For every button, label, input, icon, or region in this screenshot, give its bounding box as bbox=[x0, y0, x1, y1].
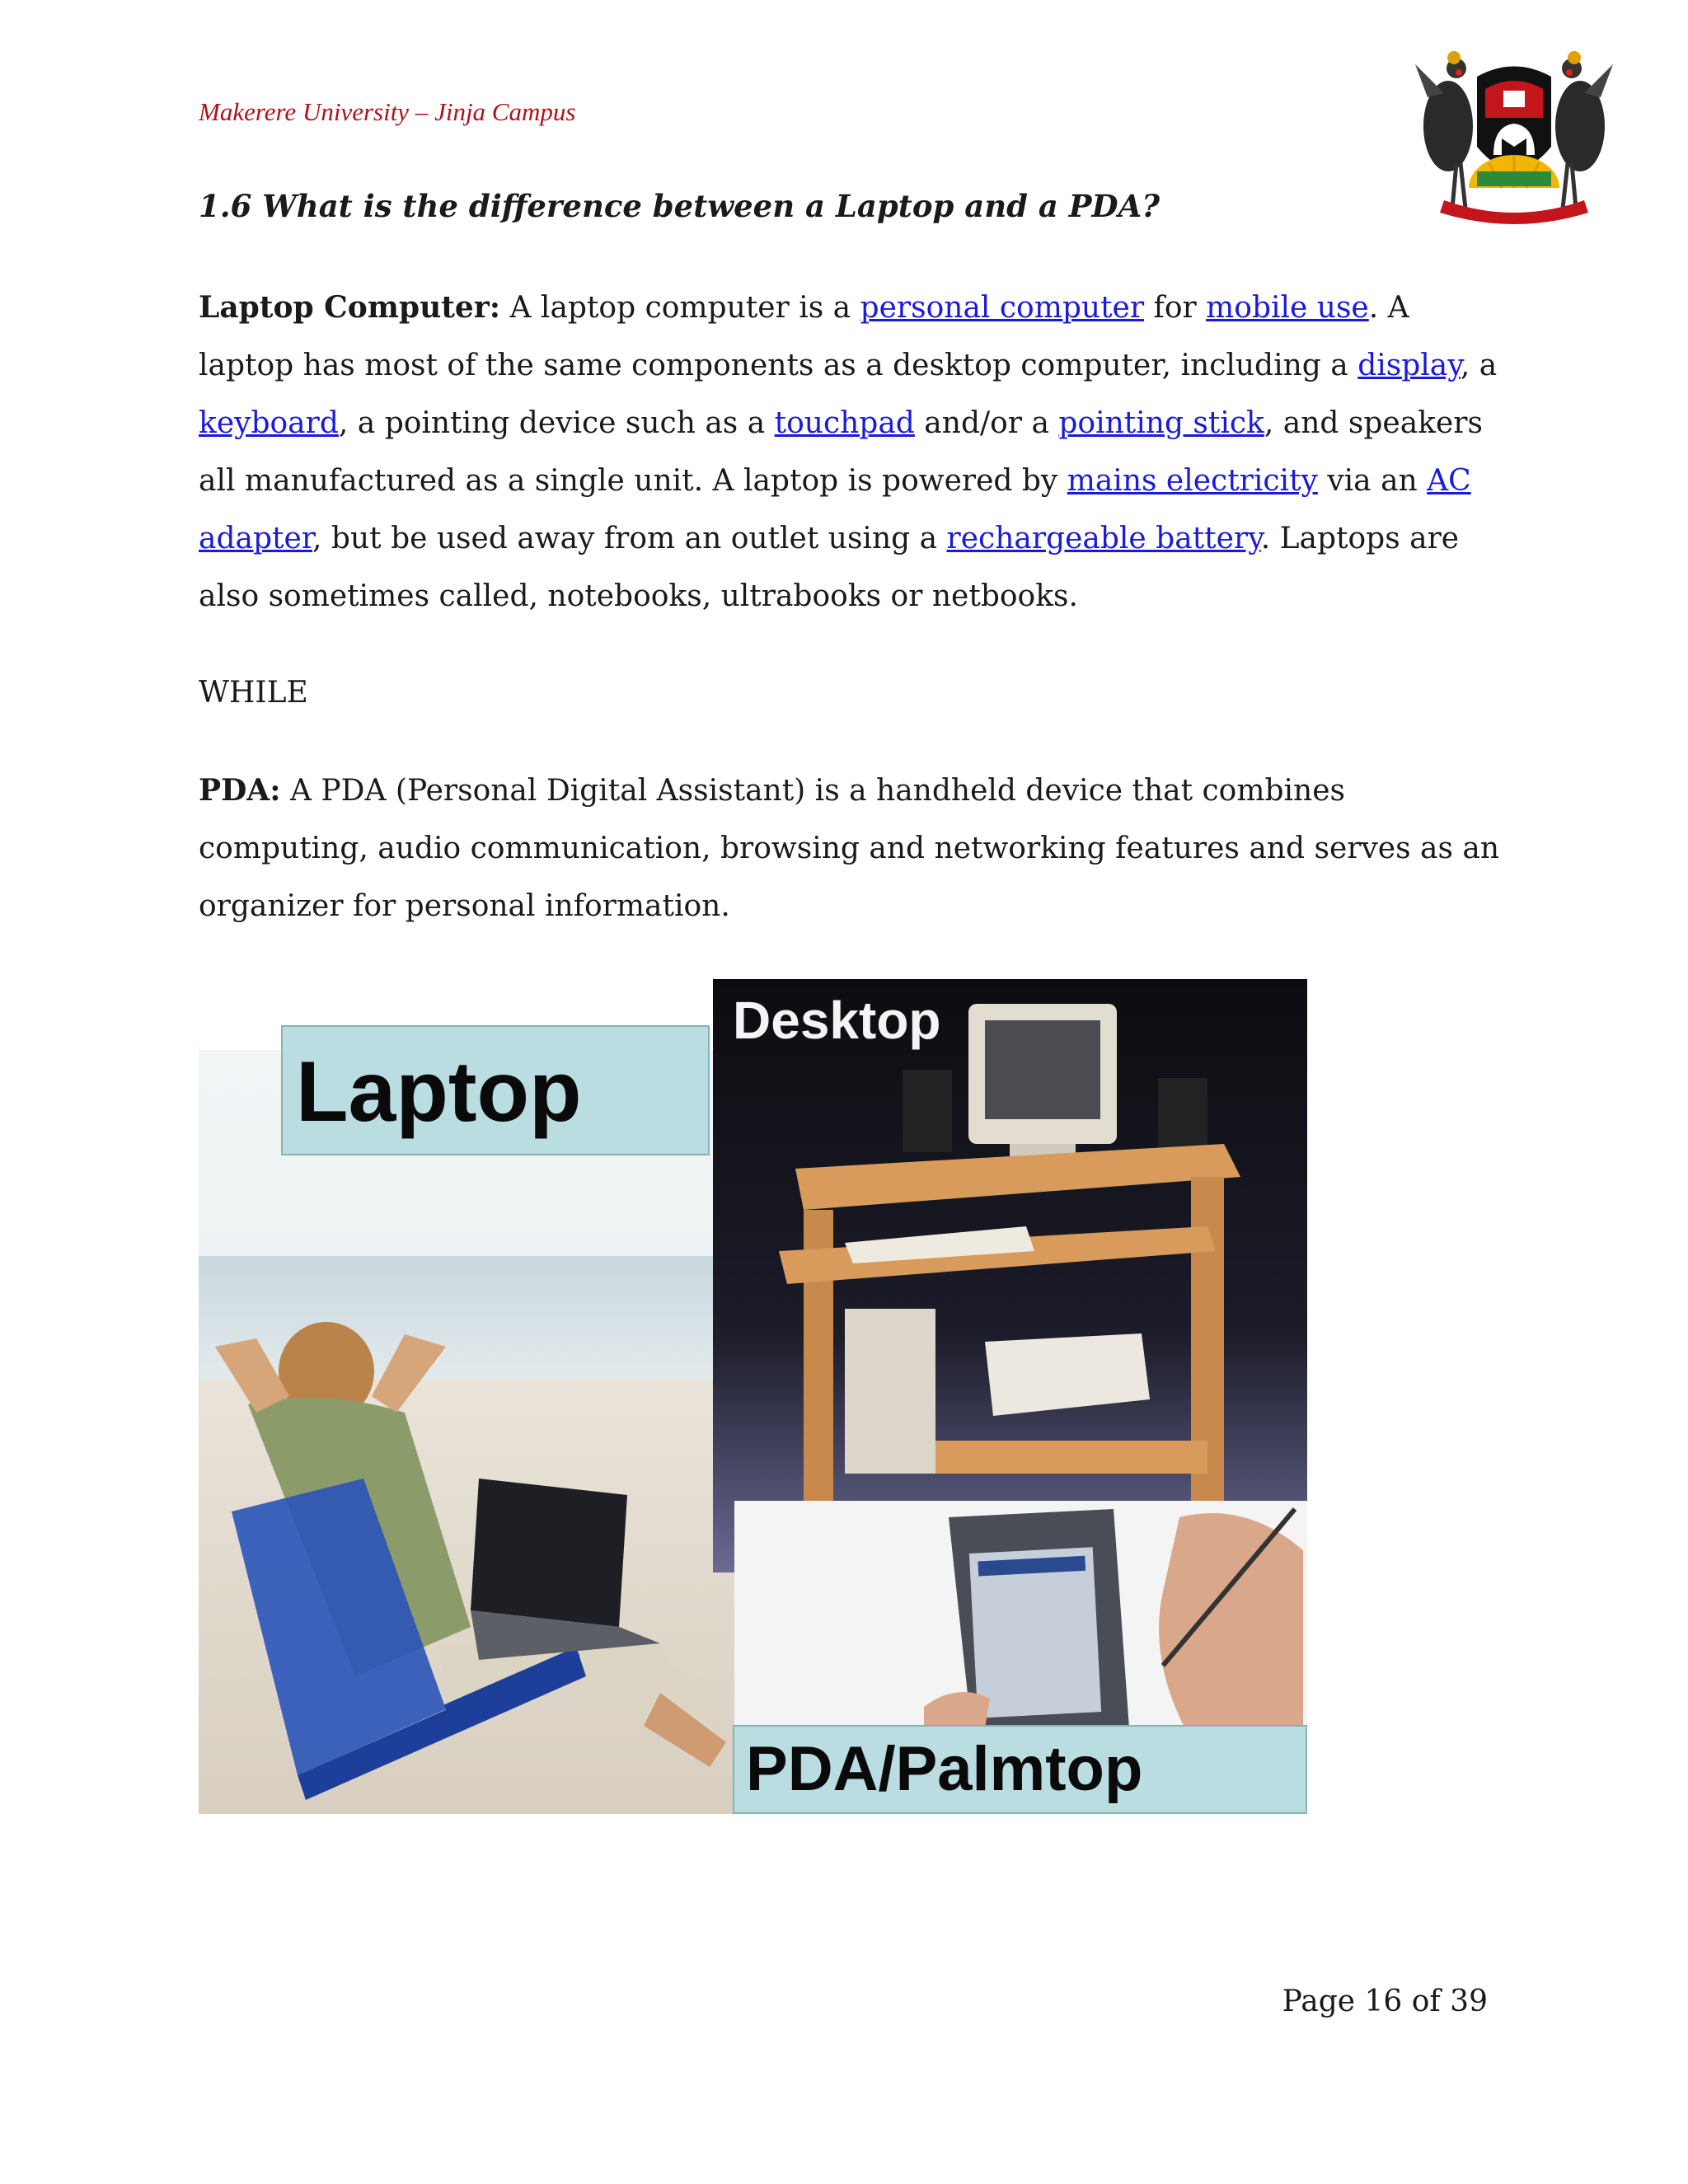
link-ac-adapter[interactable]: AC adapter bbox=[199, 464, 1471, 555]
link-personal-computer[interactable]: personal computer bbox=[860, 291, 1145, 325]
text-fragment: , and speakers all manufactured as a single unit. A laptop is powered by bbox=[199, 406, 1483, 498]
while-text: WHILE bbox=[199, 676, 308, 710]
text-fragment: A laptop computer is a bbox=[500, 291, 860, 325]
link-touchpad[interactable]: touchpad bbox=[774, 406, 915, 440]
university-crest-logo bbox=[1411, 48, 1617, 229]
label-laptop: Laptop bbox=[281, 1025, 710, 1155]
label-pda-palmtop: PDA/Palmtop bbox=[733, 1725, 1307, 1814]
pda-paragraph bbox=[199, 762, 1501, 935]
desktop-photo bbox=[713, 979, 1307, 1572]
text-fragment: for bbox=[1144, 291, 1207, 325]
link-pointing-stick[interactable]: pointing stick bbox=[1058, 406, 1264, 440]
text-fragment: , a bbox=[1460, 349, 1498, 382]
page-number: Page 16 of 39 bbox=[1282, 1985, 1488, 2018]
label-desktop: Desktop bbox=[733, 991, 941, 1050]
laptop-term: Laptop Computer: bbox=[199, 290, 501, 325]
text-fragment: via an bbox=[1317, 464, 1428, 498]
header-institution: Makerere University – Jinja Campus bbox=[199, 97, 576, 126]
link-mobile-use[interactable]: mobile use bbox=[1206, 291, 1369, 325]
text-fragment: and/or a bbox=[914, 406, 1059, 440]
laptop-beach-photo bbox=[199, 1050, 734, 1814]
pda-term: PDA: bbox=[199, 773, 281, 808]
section-title: 1.6 What is the difference between a Laptop and a PDA? bbox=[199, 188, 1160, 224]
laptop-paragraph bbox=[199, 279, 1501, 626]
text-fragment: , but be used away from an outlet using a bbox=[312, 522, 947, 555]
link-mains-electricity[interactable]: mains electricity bbox=[1067, 464, 1318, 498]
text-fragment: . A laptop has most of the same components as a desktop computer, including a bbox=[199, 291, 1409, 382]
device-collage-image bbox=[199, 979, 1307, 1814]
text-fragment: . Laptops are also sometimes called, notebooks, ultrabooks or netbooks. bbox=[199, 522, 1460, 613]
link-display[interactable]: display bbox=[1357, 349, 1461, 382]
text-fragment: A PDA (Personal Digital Assistant) is a handheld device that combines computing, audio communication, browsing and networking features and serves as an organizer for personal information. bbox=[199, 774, 1500, 923]
link-keyboard[interactable]: keyboard bbox=[199, 406, 339, 440]
text-fragment: , a pointing device such as a bbox=[338, 406, 775, 440]
link-rechargeable-battery[interactable]: rechargeable battery bbox=[946, 522, 1261, 555]
